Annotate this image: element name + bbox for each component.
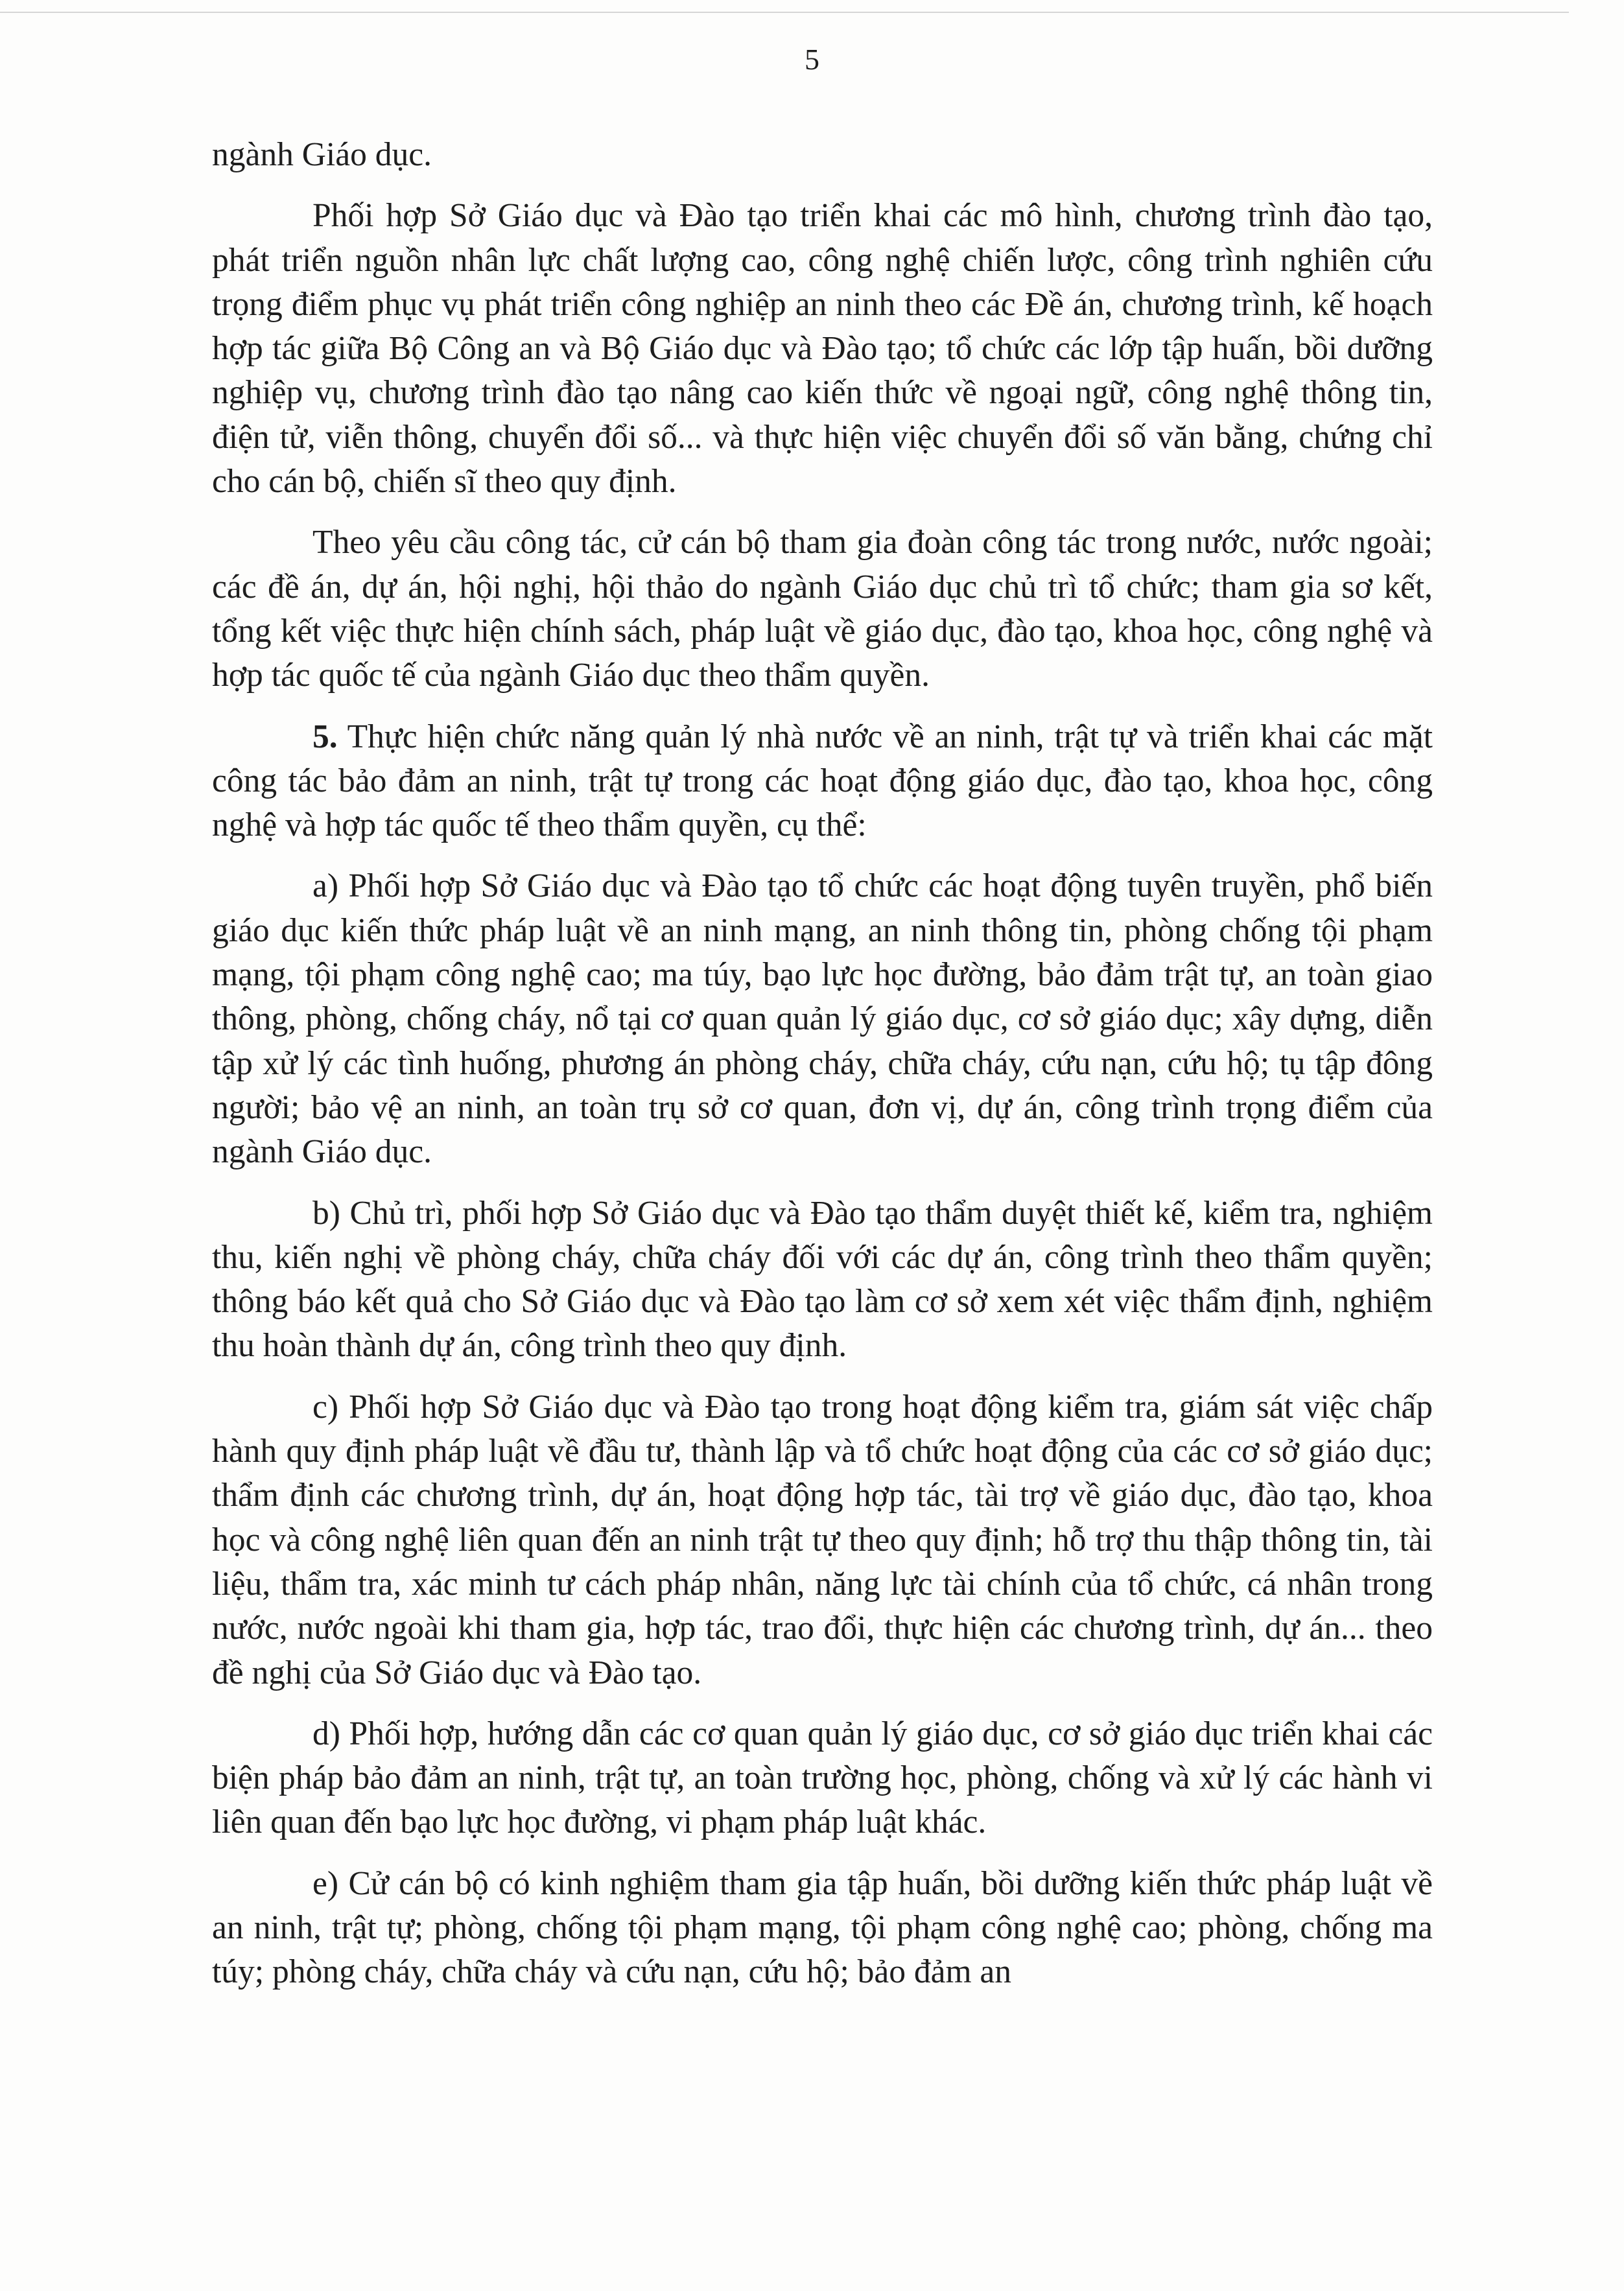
- page-number: 5: [805, 43, 819, 76]
- item-c-paragraph: c) Phối hợp Sở Giáo dục và Đào tạo trong hoạt động kiểm tra, giám sát việc chấp hành quy định pháp luật về đầu tư, thành lập và tổ chức hoạt động của các cơ sở giáo dục; thẩm định các chương trình, dự án, hoạt động hợp tác, tài trợ về giáo dục, đào tạo, khoa học và công nghệ liên quan đến an ninh trật tự theo quy định; hỗ trợ thu thập thông tin, tài liệu, thẩm tra, xác minh tư cách pháp nhân, năng lực tài chính của tổ chức, cá nhân trong nước, nước ngoài khi tham gia, hợp tác, trao đổi, thực hiện các chương trình, dự án... theo đề nghị của Sở Giáo dục và Đào tạo.: [212, 1388, 1433, 1691]
- paragraph-training-cooperation: Phối hợp Sở Giáo dục và Đào tạo triển khai các mô hình, chương trình đào tạo, phát triển nguồn nhân lực chất lượng cao, công nghệ chiến lược, công trình nghiên cứu trọng điểm phục vụ phát triển công nghiệp an ninh theo các Đề án, chương trình, kế hoạch hợp tác giữa Bộ Công an và Bộ Giáo dục và Đào tạo; tổ chức các lớp tập huấn, bồi dưỡng nghiệp vụ, chương trình đào tạo nâng cao kiến thức về ngoại ngữ, công nghệ thông tin, điện tử, viễn thông, chuyển đổi số... và thực hiện việc chuyển đổi số văn bằng, chứng chỉ cho cán bộ, chiến sĩ theo quy định.: [212, 197, 1433, 500]
- item-a-paragraph: a) Phối hợp Sở Giáo dục và Đào tạo tổ chức các hoạt động tuyên truyền, phổ biến giáo dục kiến thức pháp luật về an ninh mạng, an ninh thông tin, phòng chống tội phạm mạng, tội phạm công nghệ cao; ma túy, bạo lực học đường, bảo đảm trật tự, an toàn giao thông, phòng, chống cháy, nổ tại cơ quan quản lý giáo dục, cơ sở giáo dục; xây dựng, diễn tập xử lý các tình huống, phương án phòng cháy, chữa cháy, cứu nạn, cứu hộ; tụ tập đông người; bảo vệ an ninh, an toàn trụ sở cơ quan, đơn vị, dự án, công trình trọng điểm của ngành Giáo dục.: [212, 867, 1433, 1171]
- document-body: [212, 133, 1433, 2012]
- scan-top-edge: [0, 12, 1569, 13]
- item-b-paragraph: b) Chủ trì, phối hợp Sở Giáo dục và Đào tạo thẩm duyệt thiết kế, kiểm tra, nghiệm thu, kiến nghị về phòng cháy, chữa cháy đối với các dự án, công trình theo thẩm quyền; thông báo kết quả cho Sở Giáo dục và Đào tạo làm cơ sở xem xét việc thẩm định, nghiệm thu hoàn thành dự án, công trình theo quy định.: [212, 1194, 1433, 1365]
- paragraph-continuation: ngành Giáo dục.: [212, 136, 432, 173]
- item-d-paragraph: d) Phối hợp, hướng dẫn các cơ quan quản lý giáo dục, cơ sở giáo dục triển khai các biện pháp bảo đảm an ninh, trật tự, an toàn trường học, phòng, chống và xử lý các hành vi liên quan đến bạo lực học đường, vi phạm pháp luật khác.: [212, 1715, 1433, 1841]
- paragraph-delegation: Theo yêu cầu công tác, cử cán bộ tham gia đoàn công tác trong nước, nước ngoài; các đề án, dự án, hội nghị, hội thảo do ngành Giáo dục chủ trì tổ chức; tham gia sơ kết, tổng kết việc thực hiện chính sách, pháp luật về giáo dục, đào tạo, khoa học, công nghệ và hợp tác quốc tế của ngành Giáo dục theo thẩm quyền.: [212, 524, 1433, 694]
- section-5-heading-paragraph: [212, 715, 1433, 848]
- section-5-text: Thực hiện chức năng quản lý nhà nước về an ninh, trật tự và triển khai các mặt công tác bảo đảm an ninh, trật tự trong các hoạt động giáo dục, đào tạo, khoa học, công nghệ và hợp tác quốc tế theo thẩm quyền, cụ thể:: [212, 718, 1433, 844]
- section-number: 5.: [312, 718, 338, 755]
- item-e-paragraph: e) Cử cán bộ có kinh nghiệm tham gia tập huấn, bồi dưỡng kiến thức pháp luật về an ninh, trật tự; phòng, chống tội phạm mạng, tội phạm công nghệ cao; phòng, chống ma túy; phòng cháy, chữa cháy và cứu nạn, cứu hộ; bảo đảm an: [212, 1864, 1433, 1991]
